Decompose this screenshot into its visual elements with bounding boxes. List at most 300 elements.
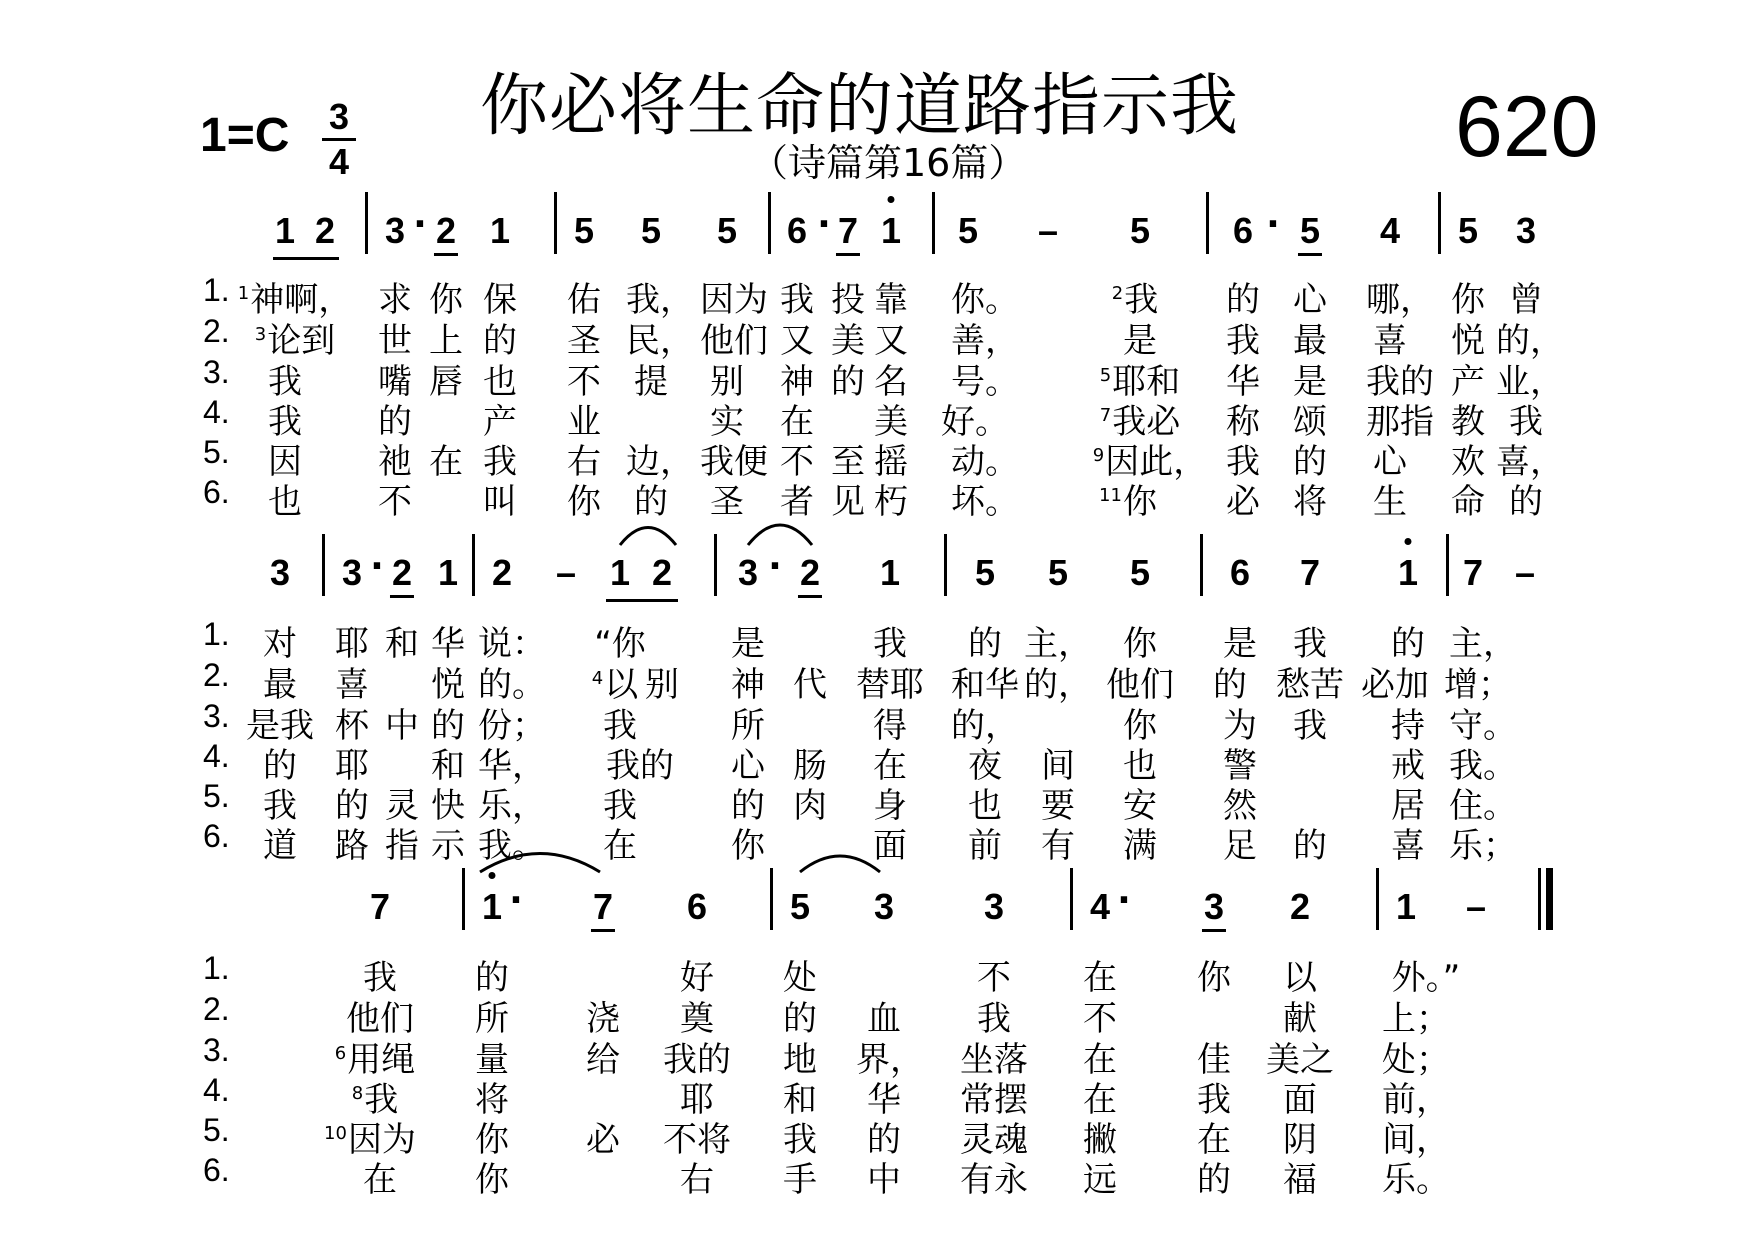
lyric-syllable: 主， [1024, 624, 1092, 664]
lyric-syllable: 的 [483, 321, 517, 361]
note: 6 [686, 886, 708, 927]
lyric-syllable: 给 [586, 1040, 620, 1080]
note: 3 [1515, 210, 1537, 251]
lyric-syllable: 你 [429, 280, 463, 320]
lyric-syllable: 产 [483, 402, 517, 442]
lyric-syllable: 最 [263, 665, 297, 705]
lyric-syllable: 身 [873, 786, 907, 826]
lyric-syllable: 华 [867, 1080, 901, 1120]
lyric-syllable: 浇 [586, 999, 620, 1039]
note: 5 [716, 210, 738, 251]
note: 3 [384, 210, 406, 251]
lyric-syllable: 面 [1283, 1080, 1317, 1120]
lyric-syllable: 神 [780, 362, 814, 402]
note: 5 [573, 210, 595, 251]
note: 7 [1299, 552, 1321, 593]
lyric-syllable: 右 [680, 1160, 714, 1200]
lyric-syllable: 守。 [1449, 706, 1517, 746]
verse-number: 5. [203, 434, 230, 470]
lyric-syllable: 安 [1123, 786, 1157, 826]
lyric-syllable: 我， [626, 280, 694, 320]
verse-number: 6. [203, 818, 230, 854]
lyric-syllable: 远 [1083, 1160, 1117, 1200]
dash: – [555, 552, 577, 593]
lyric-syllable: 好 [680, 958, 714, 998]
key-signature: 1=C [200, 109, 290, 162]
note: 3 [737, 552, 759, 593]
note-dot: · [1266, 204, 1280, 245]
verse-number: 2. [203, 657, 230, 693]
lyric-syllable: 杯 [335, 706, 369, 746]
verse-reference-number: 1 [237, 283, 250, 304]
lyric-syllable: 中 [385, 706, 419, 746]
lyric-syllable: 和 [385, 624, 419, 664]
note: 7 [837, 210, 859, 251]
verse-number: 3. [203, 354, 230, 390]
verse-number: 3. [203, 1032, 230, 1068]
lyric-syllable: 的 [431, 706, 465, 746]
lyric-syllable: 你 [731, 826, 765, 866]
lyric-syllable: 华 [1226, 362, 1260, 402]
lyric-syllable: 又 [780, 321, 814, 361]
lyric-syllable: 地 [783, 1040, 817, 1080]
lyric-syllable: 命 [1451, 482, 1485, 522]
lyric-syllable: 的 [1213, 665, 1247, 705]
lyric-syllable: 奠 [680, 999, 714, 1039]
lyric-syllable: 喜 [335, 665, 369, 705]
lyric-syllable: 在 [603, 826, 637, 866]
dash: – [1514, 552, 1536, 593]
lyric-syllable: 佑 [567, 280, 601, 320]
lyric-syllable: 乐； [1449, 826, 1517, 866]
lyric-syllable: 你 [1123, 706, 1157, 746]
lyric-syllable: 圣 [710, 482, 744, 522]
lyric-syllable: 佳 [1197, 1040, 1231, 1080]
lyric-syllable: 间 [1041, 746, 1075, 786]
song-title: 你必将生命的道路指示我 [480, 67, 1240, 146]
lyric-syllable: 不 [977, 958, 1011, 998]
lyric-syllable: 是 [1123, 321, 1157, 361]
lyric-syllable: 和华 [951, 665, 1019, 705]
lyric-syllable: 灵 [385, 786, 419, 826]
lyric-syllable: 的 [1391, 624, 1425, 664]
lyric-syllable: 我 [1197, 1080, 1231, 1120]
lyric-syllable: 我 [483, 442, 517, 482]
note: 5 [640, 210, 662, 251]
note: 5 [1457, 210, 1479, 251]
lyric-syllable: 在 [1083, 1040, 1117, 1080]
lyric-syllable: 足 [1223, 826, 1257, 866]
bar-line [1538, 868, 1541, 930]
hymn-number: 620 [1455, 79, 1599, 175]
note: 5 [1299, 210, 1321, 251]
lyric-syllable: 右 [567, 442, 601, 482]
lyric-syllable: 也 [968, 786, 1002, 826]
lyric-syllable: 朽 [874, 482, 908, 522]
lyric-syllable: 我 [873, 624, 907, 664]
lyric-syllable: 路 [335, 826, 369, 866]
lyric-syllable: $^4$以 [591, 665, 639, 705]
note: 3 [1203, 886, 1225, 927]
lyric-syllable: 戒 [1391, 746, 1425, 786]
lyric-syllable: 动。 [951, 442, 1019, 482]
lyric-syllable: 你 [567, 482, 601, 522]
lyric-syllable: 的 [1293, 826, 1327, 866]
lyric-syllable: 的， [951, 706, 1019, 746]
note-dot: · [1117, 880, 1131, 921]
verse-number: 2. [203, 991, 230, 1027]
note: 5 [957, 210, 979, 251]
lyric-syllable: 的 [335, 786, 369, 826]
lyric-syllable: 我 [363, 958, 397, 998]
note: 4 [1379, 210, 1401, 251]
lyric-syllable: 我。 [478, 826, 546, 866]
lyric-syllable: 的 [1293, 442, 1327, 482]
lyric-syllable: 在 [780, 402, 814, 442]
note-dot: · [370, 546, 384, 587]
lyric-syllable: 的， [1496, 321, 1564, 361]
lyric-syllable: 的 [634, 482, 668, 522]
lyric-syllable: 手 [783, 1160, 817, 1200]
lyric-syllable: 也 [1123, 746, 1157, 786]
lyric-syllable: 前， [1382, 1080, 1450, 1120]
lyric-syllable: $^7$我必 [1099, 402, 1181, 442]
lyric-syllable: 你 [475, 1120, 509, 1160]
note: 1 [437, 552, 459, 593]
lyric-syllable: 美 [874, 402, 908, 442]
lyric-syllable: 我 [603, 786, 637, 826]
lyric-syllable: 乐。 [1382, 1160, 1450, 1200]
bar-line [770, 868, 773, 930]
lyric-syllable: 我的 [663, 1040, 731, 1080]
lyric-syllable: 喜， [1496, 442, 1564, 482]
lyric-syllable: 在 [1197, 1120, 1231, 1160]
lyric-syllable: 坏。 [951, 482, 1019, 522]
verse-reference-number: 8 [351, 1083, 364, 1104]
lyric-syllable: 必 [1226, 482, 1260, 522]
lyric-syllable: 那指 [1366, 402, 1434, 442]
lyric-syllable: 靠 [874, 280, 908, 320]
note: 7 [369, 886, 391, 927]
lyric-syllable: 阴 [1283, 1120, 1317, 1160]
lyric-syllable: 的 [731, 786, 765, 826]
verse-number: 1. [203, 272, 230, 308]
lyric-syllable: 华， [478, 746, 546, 786]
lyric-syllable: 美 [831, 321, 865, 361]
lyric-syllable: 满 [1123, 826, 1157, 866]
lyric-syllable: 世 [378, 321, 412, 361]
lyric-syllable: 然 [1223, 786, 1257, 826]
note: 2 [435, 210, 457, 251]
lyric-syllable: 我。 [1449, 746, 1517, 786]
lyric-syllable: 常摆 [960, 1080, 1028, 1120]
verse-reference-number: 10 [324, 1123, 347, 1144]
note: 6 [786, 210, 808, 251]
note-dot: · [768, 546, 782, 587]
verse-number: 4. [203, 394, 230, 430]
lyric-syllable: $^5$耶和 [1099, 362, 1181, 402]
lyric-syllable: 因为 [700, 280, 768, 320]
verse-number: 4. [203, 1072, 230, 1108]
note: 3 [983, 886, 1005, 927]
lyric-syllable: 别 [710, 362, 744, 402]
lyric-syllable: 有永 [960, 1160, 1028, 1200]
note: 6 [1232, 210, 1254, 251]
lyric-syllable: 有 [1041, 826, 1075, 866]
verse-number: 5. [203, 778, 230, 814]
verse-reference-number: 11 [1099, 485, 1122, 506]
lyric-syllable: 居 [1391, 786, 1425, 826]
lyric-syllable: 在 [1083, 1080, 1117, 1120]
note: 2 [1289, 886, 1311, 927]
lyric-syllable: 我 [603, 706, 637, 746]
lyric-syllable: 我的 [606, 746, 674, 786]
verse-number: 6. [203, 474, 230, 510]
verse-reference-number: 2 [1111, 283, 1124, 304]
lyric-syllable: 献 [1283, 999, 1317, 1039]
lyric-syllable: 耶 [335, 746, 369, 786]
lyric-syllable: 对 [263, 624, 297, 664]
note: 1 [1395, 886, 1417, 927]
lyric-syllable: 颂 [1293, 402, 1327, 442]
lyric-syllable: 乐， [478, 786, 546, 826]
lyric-syllable: 夜 [968, 746, 1002, 786]
lyric-syllable: 的。 [478, 665, 546, 705]
lyric-syllable: 耶 [335, 624, 369, 664]
lyric-syllable: 业 [567, 402, 601, 442]
lyric-syllable: 为 [1223, 706, 1257, 746]
lyric-syllable: 者 [780, 482, 814, 522]
lyric-syllable: 称 [1226, 402, 1260, 442]
lyric-syllable: 间， [1382, 1120, 1450, 1160]
lyric-syllable: 喜 [1391, 826, 1425, 866]
lyric-syllable: 将 [1293, 482, 1327, 522]
lyric-syllable: 上 [429, 321, 463, 361]
lyric-syllable: 华 [431, 624, 465, 664]
note: 1 [489, 210, 511, 251]
lyric-syllable: 又 [874, 321, 908, 361]
lyric-syllable: 增； [1444, 665, 1512, 705]
lyric-syllable: 警 [1223, 746, 1257, 786]
lyric-syllable: 处； [1382, 1040, 1450, 1080]
verse-number: 4. [203, 738, 230, 774]
lyric-syllable: 教 [1451, 402, 1485, 442]
lyric-syllable: 号。 [951, 362, 1019, 402]
lyric-syllable: 和 [783, 1080, 817, 1120]
lyric-syllable: 我便 [700, 442, 768, 482]
lyric-syllable: 祂 [378, 442, 412, 482]
lyric-syllable: 我 [1293, 624, 1327, 664]
lyric-syllable: 我的 [1366, 362, 1434, 402]
lyric-syllable: 我 [268, 402, 302, 442]
lyric-syllable: 悦 [1451, 321, 1485, 361]
lyric-syllable: 嘴 [378, 362, 412, 402]
lyric-syllable: 愁苦 [1276, 665, 1344, 705]
lyric-syllable: 面 [873, 826, 907, 866]
note: 2 [799, 552, 821, 593]
lyric-syllable: 至 [831, 442, 865, 482]
lyric-syllable: 不将 [663, 1120, 731, 1160]
note: 2 [491, 552, 513, 593]
verse-reference-number: 6 [334, 1043, 347, 1064]
lyric-syllable: $^9$因此， [1092, 442, 1208, 482]
note: 5 [1129, 210, 1151, 251]
lyric-syllable: 我 [783, 1120, 817, 1160]
lyric-syllable: 因 [268, 442, 302, 482]
lyric-syllable: 你。 [951, 280, 1019, 320]
lyric-syllable: 曾 [1509, 280, 1543, 320]
lyric-syllable: 保 [483, 280, 517, 320]
lyric-syllable: 将 [475, 1080, 509, 1120]
lyric-syllable: 持 [1391, 706, 1425, 746]
lyric-syllable: 福 [1283, 1160, 1317, 1200]
lyric-syllable: 所 [731, 706, 765, 746]
lyric-syllable: 悦 [431, 665, 465, 705]
lyric-syllable: 神 [731, 665, 765, 705]
lyric-syllable: 叫 [483, 482, 517, 522]
lyric-syllable: $^8$我 [351, 1080, 399, 1120]
lyric-syllable: 的 [1226, 280, 1260, 320]
lyric-syllable: 主， [1449, 624, 1517, 664]
lyric-syllable: 示 [431, 826, 465, 866]
lyric-syllable: “你 [594, 624, 646, 664]
lyric-syllable: 的 [263, 746, 297, 786]
lyric-syllable: $^3$论到 [254, 321, 336, 361]
lyric-syllable: 在 [363, 1160, 397, 1200]
bar-line [1546, 868, 1553, 930]
lyric-syllable: 心 [1373, 442, 1407, 482]
lyric-syllable: 所 [475, 999, 509, 1039]
lyric-syllable: 是 [1293, 362, 1327, 402]
note: 1 [879, 552, 901, 593]
lyric-syllable: 必 [586, 1120, 620, 1160]
lyric-syllable: $^{11}$你 [1099, 482, 1157, 522]
note: 2 [391, 552, 413, 593]
note: 3 [341, 552, 363, 593]
lyric-syllable: 必加 [1361, 665, 1429, 705]
lyric-syllable: 不 [780, 442, 814, 482]
lyric-syllable: 我 [268, 362, 302, 402]
lyric-syllable: 中 [867, 1160, 901, 1200]
lyric-syllable: 我 [1509, 402, 1543, 442]
lyric-syllable: 坐落 [960, 1040, 1028, 1080]
note: 3 [873, 886, 895, 927]
lyric-syllable: 以 [1283, 958, 1317, 998]
lyric-syllable: 的 [378, 402, 412, 442]
lyric-syllable: 快 [431, 786, 465, 826]
lyric-syllable: 不 [378, 482, 412, 522]
note: 5 [1129, 552, 1151, 593]
note: 5 [789, 886, 811, 927]
lyric-syllable: 和 [431, 746, 465, 786]
note: 1 [609, 552, 631, 593]
verse-number: 1. [203, 950, 230, 986]
note-high: 1 [881, 210, 901, 252]
lyric-syllable: 美之 [1266, 1040, 1334, 1080]
lyric-syllable: 欢 [1451, 442, 1485, 482]
lyric-syllable: 是我 [246, 706, 314, 746]
lyric-syllable: 唇 [429, 362, 463, 402]
note: 7 [1462, 552, 1484, 593]
note: 5 [1047, 552, 1069, 593]
lyric-syllable: 的 [783, 999, 817, 1039]
lyric-syllable: 好。 [941, 402, 1009, 442]
lyric-syllable: 你 [1123, 624, 1157, 664]
verse-number: 1. [203, 616, 230, 652]
lyric-syllable: 我 [1226, 321, 1260, 361]
lyric-syllable: 的， [1024, 665, 1092, 705]
note: 6 [1229, 552, 1251, 593]
lyric-syllable: 得 [873, 706, 907, 746]
bar-line [462, 868, 465, 930]
verse-reference-number: 7 [1099, 405, 1112, 426]
lyric-syllable: 见 [831, 482, 865, 522]
lyric-syllable: 要 [1041, 786, 1075, 826]
lyric-syllable: 血 [867, 999, 901, 1039]
lyric-syllable: 肠 [793, 746, 827, 786]
lyric-syllable: 撇 [1083, 1120, 1117, 1160]
lyric-syllable: 他们 [1106, 665, 1174, 705]
lyric-syllable: 外。” [1391, 958, 1461, 998]
lyric-syllable: 投 [831, 280, 865, 320]
note-dot: · [817, 204, 831, 245]
lyric-syllable: 你 [1197, 958, 1231, 998]
lyric-syllable: 界， [856, 1040, 924, 1080]
lyric-syllable: 是 [731, 624, 765, 664]
lyric-syllable: 你 [475, 1160, 509, 1200]
lyric-syllable: 的 [968, 624, 1002, 664]
lyric-syllable: 不 [1083, 999, 1117, 1039]
dash: – [1037, 210, 1059, 251]
time-signature-top: 3 [328, 96, 350, 137]
note-high: 1 [1398, 552, 1418, 594]
lyric-syllable: 实 [710, 402, 744, 442]
lyric-syllable: 前 [968, 826, 1002, 866]
lyric-syllable: 上； [1382, 999, 1450, 1039]
lyric-syllable: 别 [645, 665, 679, 705]
lyric-syllable: 在 [429, 442, 463, 482]
lyric-syllable: 求 [378, 280, 412, 320]
lyric-syllable: 我 [780, 280, 814, 320]
verse-number: 6. [203, 1152, 230, 1188]
lyric-syllable: 最 [1293, 321, 1327, 361]
lyric-syllable: 我 [977, 999, 1011, 1039]
verse-reference-number: 3 [254, 324, 267, 345]
lyric-syllable: 在 [873, 746, 907, 786]
note: 5 [974, 552, 996, 593]
lyric-syllable: 处 [783, 958, 817, 998]
lyric-syllable: 你 [1451, 280, 1485, 320]
lyric-syllable: 喜 [1373, 321, 1407, 361]
note: 4 [1089, 886, 1111, 927]
lyric-syllable: $^6$用绳 [334, 1040, 416, 1080]
lyric-syllable: 我 [1293, 706, 1327, 746]
lyric-syllable: 份； [478, 706, 546, 746]
lyric-syllable: 肉 [793, 786, 827, 826]
note-dot: · [413, 204, 427, 245]
verse-reference-number: 9 [1092, 445, 1105, 466]
verse-reference-number: 4 [591, 668, 604, 689]
lyric-syllable: 他们 [346, 999, 414, 1039]
lyric-syllable: $^2$我 [1111, 280, 1159, 320]
note: 7 [592, 886, 614, 927]
lyric-syllable: 替耶 [856, 665, 924, 705]
lyric-syllable: 边， [626, 442, 694, 482]
note: 3 [269, 552, 291, 593]
note: 2 [314, 210, 336, 251]
lyric-syllable: 哪， [1366, 280, 1434, 320]
lyric-syllable: 产 [1451, 362, 1485, 402]
